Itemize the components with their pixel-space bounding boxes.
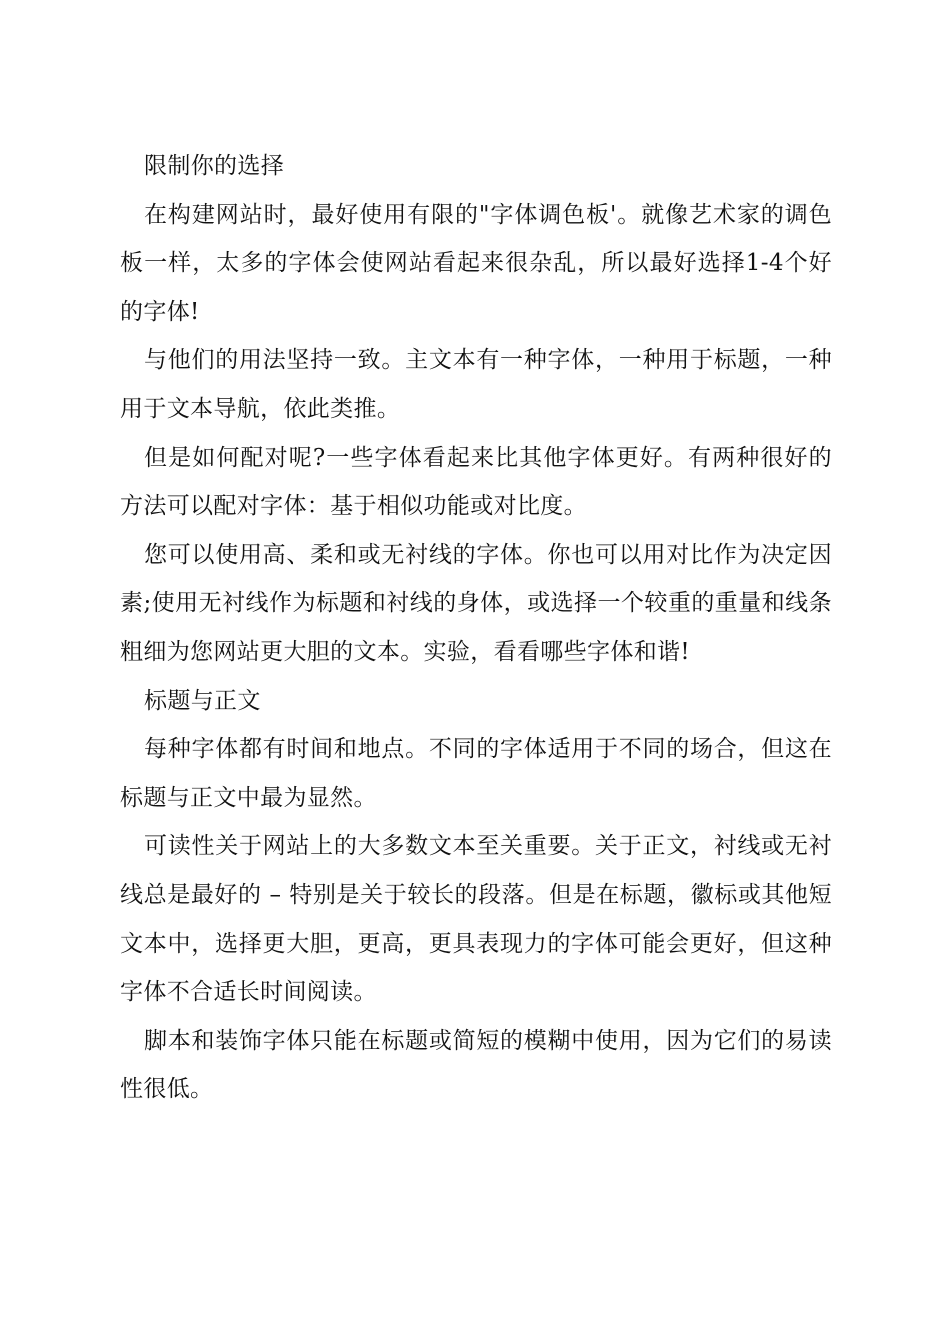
paragraph-time-and-place: 每种字体都有时间和地点。不同的字体适用于不同的场合，但这在标题与正文中最为显然。 bbox=[120, 736, 832, 811]
paragraph-font-palette: 在构建网站时，最好使用有限的"字体调色板'。就像艺术家的调色板一样，太多的字体会使网站看起来很杂乱，所以最好选择1-4个好的字体! bbox=[120, 201, 832, 325]
paragraph-contrast-choice: 您可以使用高、柔和或无衬线的字体。你也可以用对比作为决定因素;使用无衬线作为标题和衬线的身体，或选择一个较重的重量和线条粗细为您网站更大胆的文本。实验，看看哪些字体和谐! bbox=[120, 541, 832, 665]
paragraph-script-fonts: 脚本和装饰字体只能在标题或简短的模糊中使用，因为它们的易读性很低。 bbox=[120, 1027, 832, 1103]
document-page bbox=[120, 142, 832, 1114]
paragraph-consistent-usage: 与他们的用法坚持一致。主文本有一种字体，一种用于标题，一种用于文本导航，依此类推。 bbox=[120, 347, 832, 422]
section-heading-title-and-body: 标题与正文 bbox=[144, 687, 261, 714]
paragraph-font-pairing: 但是如何配对呢?一些字体看起来比其他字体更好。有两种很好的方法可以配对字体：基于相似功能或对比度。 bbox=[120, 444, 832, 520]
paragraph-readability: 可读性关于网站上的大多数文本至关重要。关于正文，衬线或无衬线总是最好的 – 特别是关于较长的段落。但是在标题，徽标或其他短文本中，选择更大胆，更高，更具表现力的字体可能会更好，但这种字体不合适长时间阅读。 bbox=[120, 833, 832, 1006]
section-heading-limit-choices: 限制你的选择 bbox=[144, 153, 285, 179]
